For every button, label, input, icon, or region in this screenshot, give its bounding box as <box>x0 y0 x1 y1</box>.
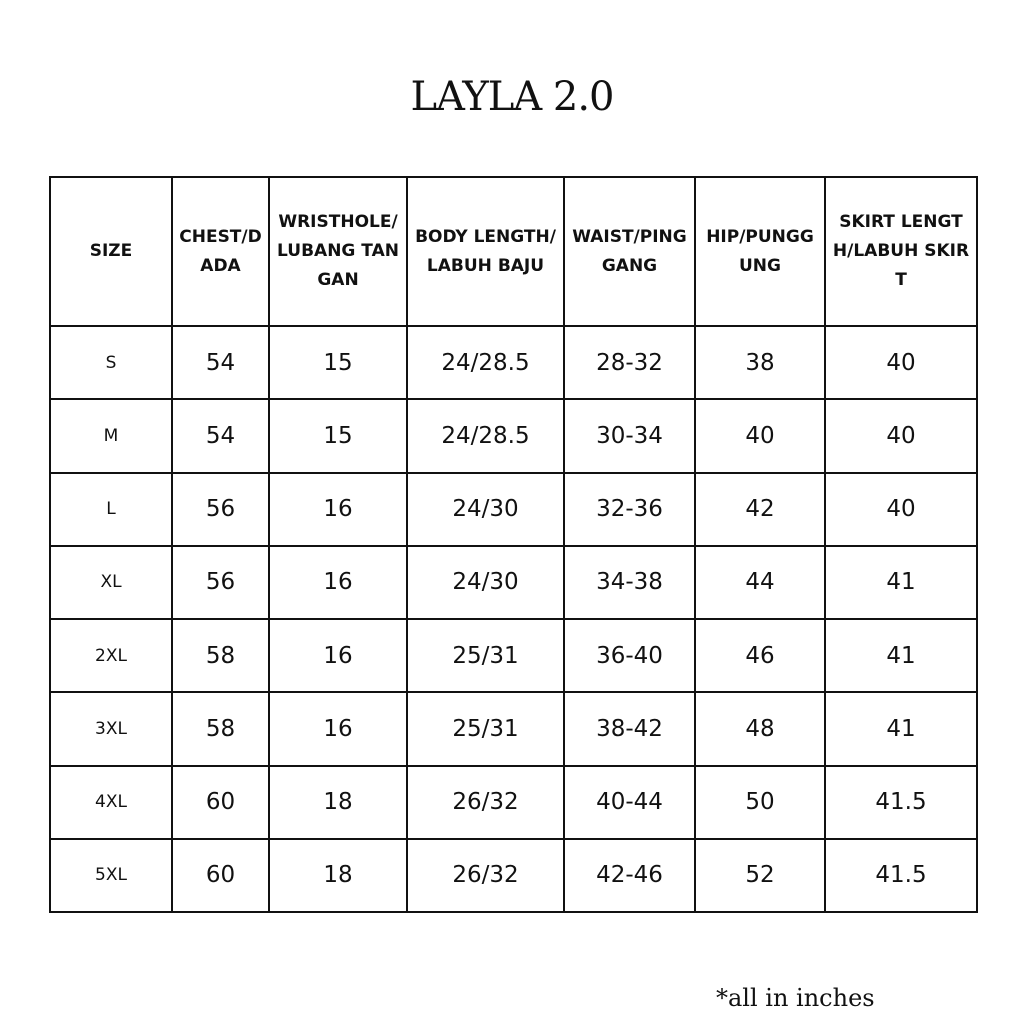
cell-waist: 30-34 <box>564 399 695 472</box>
cell-size: M <box>50 399 172 472</box>
cell-hip: 48 <box>695 692 825 765</box>
cell-skirt-length: 41 <box>825 619 977 692</box>
cell-wristhole: 16 <box>269 546 407 619</box>
cell-wristhole: 16 <box>269 692 407 765</box>
cell-waist: 32-36 <box>564 473 695 546</box>
cell-waist: 42-46 <box>564 839 695 912</box>
cell-body-length: 26/32 <box>407 766 564 839</box>
cell-body-length: 24/28.5 <box>407 326 564 399</box>
cell-waist: 40-44 <box>564 766 695 839</box>
cell-skirt-length: 41 <box>825 692 977 765</box>
cell-size: S <box>50 326 172 399</box>
table-row <box>50 326 977 399</box>
cell-wristhole: 15 <box>269 399 407 472</box>
cell-chest: 56 <box>172 473 269 546</box>
cell-chest: 60 <box>172 766 269 839</box>
cell-wristhole: 15 <box>269 326 407 399</box>
cell-chest: 60 <box>172 839 269 912</box>
cell-size: XL <box>50 546 172 619</box>
header-size: SIZE <box>50 177 172 326</box>
header-wristhole: WRISTHOLE/LUBANG TANGAN <box>269 177 407 326</box>
table-row <box>50 692 977 765</box>
size-chart-table <box>49 176 978 913</box>
cell-body-length: 26/32 <box>407 839 564 912</box>
table-header-row <box>50 177 977 326</box>
cell-body-length: 24/30 <box>407 473 564 546</box>
cell-skirt-length: 40 <box>825 326 977 399</box>
cell-waist: 28-32 <box>564 326 695 399</box>
footnote: *all in inches <box>716 984 875 1012</box>
cell-body-length: 24/30 <box>407 546 564 619</box>
cell-hip: 38 <box>695 326 825 399</box>
cell-size: 4XL <box>50 766 172 839</box>
table-row <box>50 399 977 472</box>
cell-wristhole: 18 <box>269 839 407 912</box>
cell-body-length: 25/31 <box>407 692 564 765</box>
cell-chest: 58 <box>172 619 269 692</box>
cell-hip: 40 <box>695 399 825 472</box>
cell-waist: 36-40 <box>564 619 695 692</box>
cell-chest: 58 <box>172 692 269 765</box>
header-chest: CHEST/DADA <box>172 177 269 326</box>
cell-body-length: 24/28.5 <box>407 399 564 472</box>
page-title: LAYLA 2.0 <box>410 74 614 120</box>
table-row <box>50 473 977 546</box>
header-skirt-length: SKIRT LENGTH/LABUH SKIRT <box>825 177 977 326</box>
cell-size: 2XL <box>50 619 172 692</box>
header-body-length: BODY LENGTH/LABUH BAJU <box>407 177 564 326</box>
cell-skirt-length: 40 <box>825 473 977 546</box>
cell-size: 5XL <box>50 839 172 912</box>
header-waist: WAIST/PINGGANG <box>564 177 695 326</box>
cell-wristhole: 18 <box>269 766 407 839</box>
cell-chest: 54 <box>172 399 269 472</box>
cell-hip: 52 <box>695 839 825 912</box>
cell-skirt-length: 41 <box>825 546 977 619</box>
cell-hip: 46 <box>695 619 825 692</box>
cell-body-length: 25/31 <box>407 619 564 692</box>
table-row <box>50 766 977 839</box>
header-hip: HIP/PUNGGUNG <box>695 177 825 326</box>
cell-wristhole: 16 <box>269 619 407 692</box>
cell-hip: 42 <box>695 473 825 546</box>
cell-size: 3XL <box>50 692 172 765</box>
table-row <box>50 839 977 912</box>
cell-chest: 56 <box>172 546 269 619</box>
cell-size: L <box>50 473 172 546</box>
table-body <box>50 326 977 912</box>
cell-wristhole: 16 <box>269 473 407 546</box>
cell-waist: 34-38 <box>564 546 695 619</box>
table-row <box>50 619 977 692</box>
cell-skirt-length: 41.5 <box>825 839 977 912</box>
cell-hip: 44 <box>695 546 825 619</box>
cell-chest: 54 <box>172 326 269 399</box>
cell-skirt-length: 40 <box>825 399 977 472</box>
cell-hip: 50 <box>695 766 825 839</box>
cell-waist: 38-42 <box>564 692 695 765</box>
cell-skirt-length: 41.5 <box>825 766 977 839</box>
table-row <box>50 546 977 619</box>
